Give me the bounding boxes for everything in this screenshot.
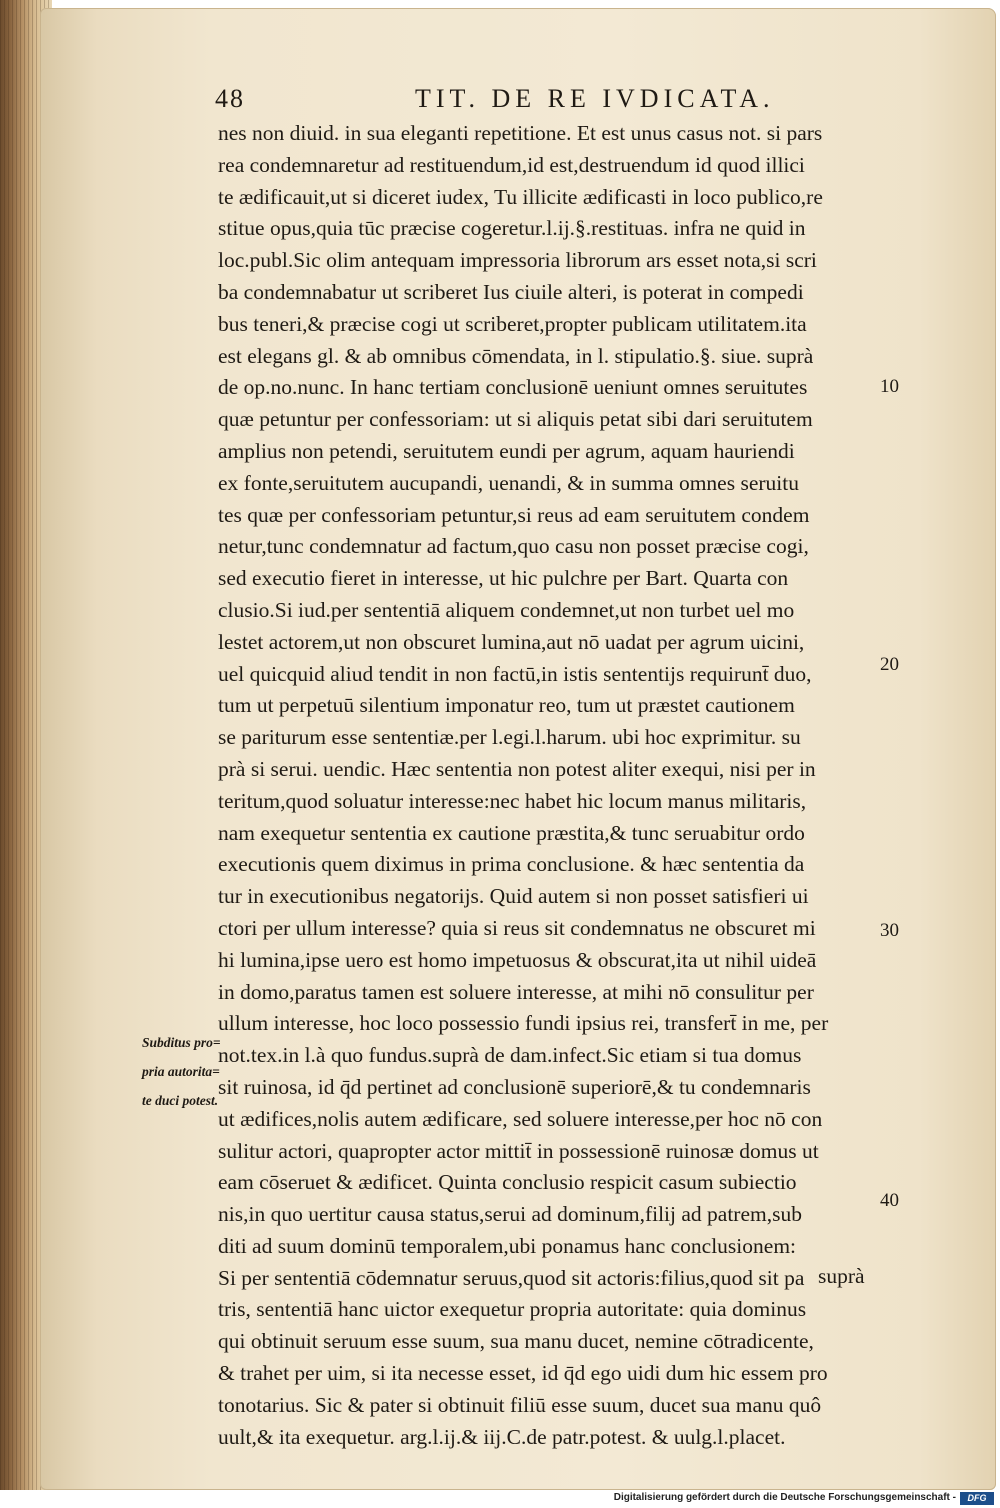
- text-line: ullum interesse, hoc loco possessio fundi ipsius rei, transfert̄ in me, per: [218, 1011, 829, 1036]
- text-line: nam exequetur sententia ex cautione præstita,& tunc seruabitur ordo: [218, 820, 805, 845]
- marginal-note-line: te duci potest.: [142, 1093, 219, 1108]
- text-line: nes non diuid. in sua eleganti repetitione. Et est unus casus not. si pars: [218, 121, 823, 145]
- folio-number: 48: [215, 84, 245, 113]
- text-line: ex fonte,seruitutem aucupandi, uenandi, & in summa omnes seruitu: [218, 470, 799, 495]
- footer-credit: Digitalisierung gefördert durch die Deutsche Forschungsgemeinschaft -: [613, 1492, 956, 1503]
- text-line: tonotarius. Sic & pater si obtinuit filiū esse suum, ducet sua manu quô: [218, 1392, 822, 1417]
- page-header: [0, 84, 1000, 118]
- text-line: de op.no.nunc. In hanc tertiam conclusionē ueniunt omnes seruitutes: [218, 375, 808, 400]
- text-line: nis,in quo uertitur causa status,serui ad dominum,filij ad patrem,sub: [218, 1202, 802, 1227]
- text-line: in domo,paratus tamen est soluere interesse, at mihi nō consulitur per: [218, 979, 814, 1004]
- text-line: eam cōseruet & ædificet. Quinta conclusio respicit casum subiectio: [218, 1170, 797, 1195]
- text-line: ba condemnabatur ut scriberet Ius ciuile alteri, is poterat in compedi: [218, 279, 804, 304]
- text-line: loc.publ.Sic olim antequam impressoria librorum ars esset nota,si scri: [218, 248, 817, 273]
- text-line: tum ut perpetuū silentium imponatur reo, tum ut præstet cautionem: [218, 693, 795, 718]
- text-line: hi lumina,ipse uero est homo impetuosus & obscurat,ita ut nihil uideā: [218, 947, 817, 972]
- text-line: Si per sententiā cōdemnatur seruus,quod sit actoris:filius,quod sit pa: [218, 1265, 805, 1290]
- text-line: tes quæ per confessoriam petuntur,si reus ad eam seruitutem condem: [218, 502, 810, 527]
- text-line: sed executio fieret in interesse, ut hic pulchre per Bart. Quarta con: [218, 566, 789, 591]
- text-line: bus teneri,& præcise cogi ut scriberet,propter publicam utilitatem.ita: [218, 311, 807, 336]
- text-line: quæ petuntur per confessoriam: ut si aliquis petat sibi dari seruitutem: [218, 407, 813, 432]
- text-line: qui obtinuit seruum esse suum, sua manu ducet, nemine cōtradicente,: [218, 1329, 814, 1354]
- text-line: netur,tunc condemnatur ad factum,quo casu non posset præcise cogi,: [218, 534, 809, 559]
- line-number-40: 40: [880, 1190, 899, 1211]
- text-line: est elegans gl. & ab omnibus cōmendata, in l. stipulatio.§. siue. suprà: [218, 343, 814, 368]
- text-line: sit ruinosa, id q̄d pertinet ad conclusionē superiorē,& tu condemnaris: [218, 1074, 811, 1099]
- text-line: rea condemnaretur ad restituendum,id est,destruendum id quod illici: [218, 152, 805, 177]
- text-line: prà si serui. uendic. Hæc sententia non potest aliter exequi, nisi per in: [218, 756, 816, 781]
- text-line: amplius non petendi, seruitutem eundi per agrum, aquam hauriendi: [218, 438, 795, 463]
- catchword: suprà: [818, 1264, 865, 1288]
- text-line: not.tex.in l.à quo fundus.suprà de dam.infect.Sic etiam si tua domus: [218, 1043, 802, 1068]
- line-number-20: 20: [880, 654, 899, 675]
- text-line: ut ædifices,nolis autem ædificare, sed soluere interesse,per hoc nō con: [218, 1106, 823, 1131]
- text-line: clusio.Si iud.per sententiā aliquem condemnet,ut non turbet uel mo: [218, 597, 795, 622]
- digitization-footer: [0, 1490, 1000, 1508]
- marginal-note: [142, 1028, 222, 1115]
- text-line: stitue opus,quia tūc præcise cogeretur.l.ij.§.restituas. infra ne quid in: [218, 216, 806, 241]
- main-text-block: [218, 118, 878, 1453]
- text-line: se pariturum esse sententiæ.per l.egi.l.harum. ubi hoc exprimitur. su: [218, 725, 801, 750]
- line-number-10: 10: [880, 376, 899, 397]
- dfg-logo: DFG: [960, 1492, 994, 1505]
- text-line: te ædificauit,ut si diceret iudex, Tu illicite ædificasti in loco publico,re: [218, 184, 823, 209]
- marginal-note-line: pria autorita=: [142, 1064, 220, 1079]
- text-line: executionis quem diximus in prima conclusione. & hæc sententia da: [218, 852, 805, 877]
- text-line: tur in executionibus negatorijs. Quid autem si non posset satisfieri ui: [218, 884, 809, 909]
- text-line: uult,& ita exequetur. arg.l.ij.& iij.C.de patr.potest. & uulg.l.placet.: [218, 1424, 786, 1449]
- text-line: teritum,quod soluatur interesse:nec habet hic locum manus militaris,: [218, 788, 807, 813]
- text-line: & trahet per uim, si ita necesse esset, id q̄d ego uidi dum hic essem pro: [218, 1361, 828, 1386]
- running-title: TIT. DE RE IVDICATA.: [415, 84, 775, 113]
- text-line: ctori per ullum interesse? quia si reus sit condemnatus ne obscuret mi: [218, 915, 816, 940]
- line-number-30: 30: [880, 920, 899, 941]
- marginal-note-line: Subditus pro=: [142, 1035, 221, 1050]
- text-line: uel quicquid aliud tendit in non factū,in istis sententijs requirunt̄ duo,: [218, 661, 812, 686]
- text-line: lestet actorem,ut non obscuret lumina,aut nō uadat per agrum uicini,: [218, 629, 805, 654]
- text-line: sulitur actori, quapropter actor mittit̄ in possessionē ruinosæ domus ut: [218, 1138, 819, 1163]
- text-line: tris, sententiā hanc uictor exequetur propria autoritate: quia dominus: [218, 1297, 807, 1322]
- text-line: diti ad suum dominū temporalem,ubi ponamus hanc conclusionem:: [218, 1233, 797, 1258]
